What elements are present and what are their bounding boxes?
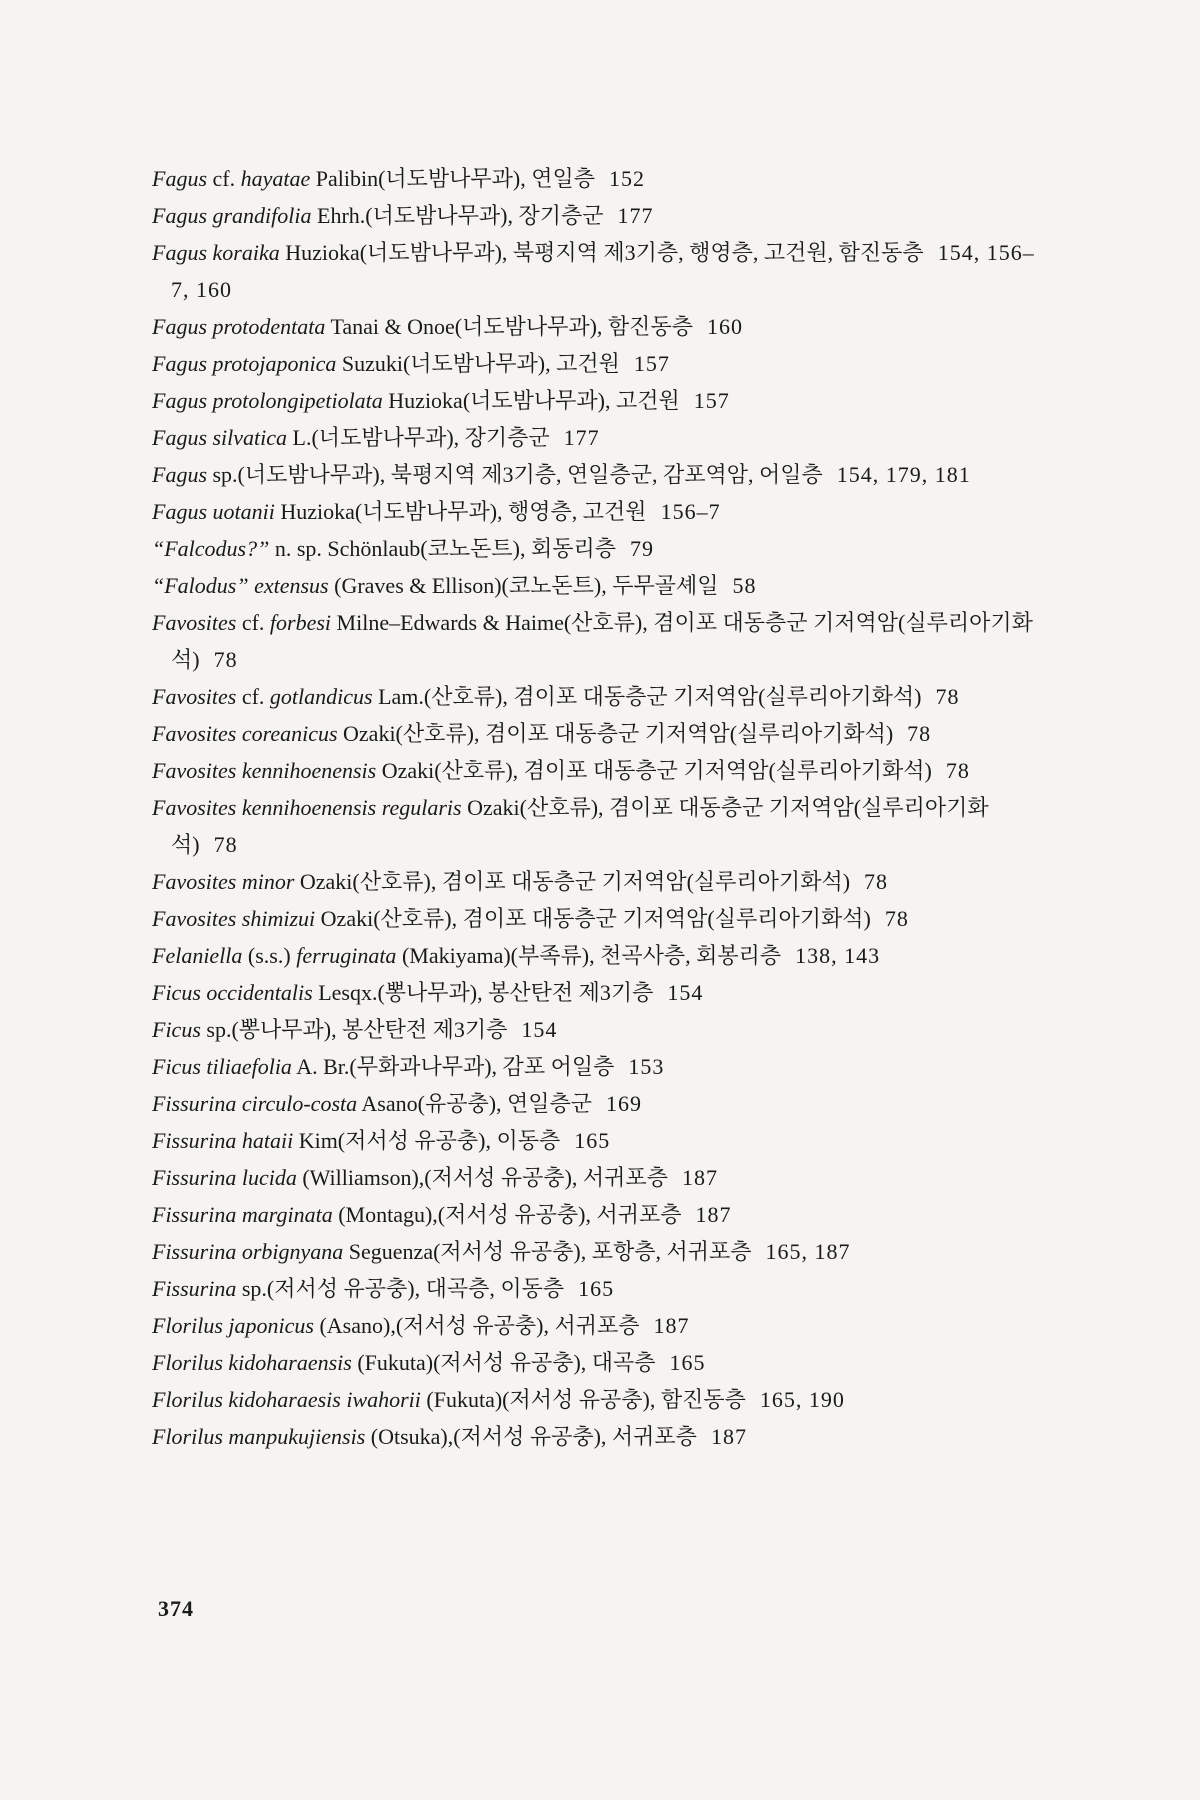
scientific-name: Fagus bbox=[152, 166, 207, 191]
scientific-name: Favosites coreanicus bbox=[152, 721, 338, 746]
scientific-name: Fissurina orbignyana bbox=[152, 1239, 344, 1264]
page-refs: 165, 187 bbox=[765, 1239, 851, 1264]
index-entry bbox=[152, 567, 1052, 604]
entry-text-continued: Milne–Edwards & Haime(산호류), 겸이포 대동층군 기저역암(실루리아기화석) bbox=[171, 610, 1033, 672]
entry-text: Huzioka(너도밤나무과), 북평지역 제3기층, 행영층, 고건원, 함진동층 bbox=[279, 240, 924, 265]
page-refs: 78 bbox=[884, 906, 909, 931]
page-refs: 79 bbox=[629, 536, 654, 561]
scientific-name: Florilus manpukujiensis bbox=[152, 1424, 366, 1449]
entry-text: Lesqx.(뽕나무과), 봉산탄전 제3기층 bbox=[312, 980, 654, 1005]
page-refs: 154 bbox=[521, 1017, 558, 1042]
entry-text: (s.s.) bbox=[242, 943, 297, 968]
entry-text: Ozaki(산호류), 겸이포 대동층군 기저역암(실루리아기화석) bbox=[376, 758, 932, 783]
page-refs: 165 bbox=[578, 1276, 615, 1301]
page-refs: 153 bbox=[628, 1054, 665, 1079]
scientific-name: Fagus silvatica bbox=[152, 425, 288, 450]
entry-text: (Fukuta)(저서성 유공충), 대곡층 bbox=[351, 1350, 656, 1375]
index-entry bbox=[152, 419, 1052, 456]
index-entry bbox=[152, 1159, 1052, 1196]
index-entry bbox=[152, 678, 1052, 715]
index-entry bbox=[152, 308, 1052, 345]
index-entry bbox=[152, 493, 1052, 530]
scientific-name: Fissurina marginata bbox=[152, 1202, 333, 1227]
index-entry bbox=[152, 1381, 1052, 1418]
page-refs: 165 bbox=[669, 1350, 706, 1375]
scientific-name: Favosites minor bbox=[152, 869, 295, 894]
scientific-name: Favosites shimizui bbox=[152, 906, 316, 931]
scientific-name: Favosites kennihoenensis regularis bbox=[152, 795, 462, 820]
page-refs: 157 bbox=[633, 351, 670, 376]
index-entry bbox=[152, 974, 1052, 1011]
page-number: 374 bbox=[158, 1596, 194, 1621]
scientific-name: Florilus kidoharaensis bbox=[152, 1350, 352, 1375]
index-entry bbox=[152, 937, 1052, 974]
scientific-name: Ficus tiliaefolia bbox=[152, 1054, 292, 1079]
entry-text: L.(너도밤나무과), 장기층군 bbox=[287, 425, 550, 450]
index-entry bbox=[152, 1307, 1052, 1344]
page-refs: 177 bbox=[617, 203, 654, 228]
entry-text-continued: Lam.(산호류), 겸이포 대동층군 기저역암(실루리아기화석) bbox=[372, 684, 922, 709]
entry-text: Ozaki(산호류), 겸이포 대동층군 기저역암(실루리아기화석) bbox=[171, 795, 989, 857]
entry-text: Seguenza(저서성 유공충), 포항층, 서귀포층 bbox=[343, 1239, 752, 1264]
scientific-name: Fissurina lucida bbox=[152, 1165, 297, 1190]
page-refs: 187 bbox=[695, 1202, 732, 1227]
index-entry bbox=[152, 530, 1052, 567]
entry-text: Suzuki(너도밤나무과), 고건원 bbox=[336, 351, 620, 376]
index-entry bbox=[152, 234, 1052, 308]
scientific-name-epithet: gotlandicus bbox=[269, 684, 373, 709]
index-entry bbox=[152, 1418, 1052, 1455]
page-refs: 78 bbox=[945, 758, 970, 783]
scientific-name: Fagus uotanii bbox=[152, 499, 275, 524]
entry-text: cf. bbox=[236, 610, 270, 635]
entry-text: (Asano),(저서성 유공충), 서귀포층 bbox=[313, 1313, 640, 1338]
entry-text: (Williamson),(저서성 유공충), 서귀포층 bbox=[296, 1165, 668, 1190]
entry-text: sp.(너도밤나무과), 북평지역 제3기층, 연일층군, 감포역암, 어일층 bbox=[207, 462, 823, 487]
scientific-name: Florilus kidoharaesis iwahorii bbox=[152, 1387, 421, 1412]
entry-text: Asano(유공충), 연일층군 bbox=[357, 1091, 593, 1116]
page-refs: 154 bbox=[667, 980, 704, 1005]
scientific-name: Fissurina hataii bbox=[152, 1128, 294, 1153]
entry-text: (Otsuka),(저서성 유공충), 서귀포층 bbox=[365, 1424, 697, 1449]
scientific-name: Ficus bbox=[152, 1017, 201, 1042]
scientific-name: Favosites bbox=[152, 610, 237, 635]
scientific-name: Fissurina circulo-costa bbox=[152, 1091, 358, 1116]
scientific-name-epithet: hayatae bbox=[240, 166, 311, 191]
scientific-name: Fagus koraika bbox=[152, 240, 280, 265]
entry-text: Tanai & Onoe(너도밤나무과), 함진동층 bbox=[325, 314, 693, 339]
index-entry bbox=[152, 160, 1052, 197]
scientific-name: Fagus grandifolia bbox=[152, 203, 312, 228]
index-entry bbox=[152, 1122, 1052, 1159]
scientific-name-epithet: ferruginata bbox=[296, 943, 397, 968]
index-entry bbox=[152, 1085, 1052, 1122]
entry-text: cf. bbox=[207, 166, 241, 191]
page-refs: 156–7 bbox=[660, 499, 721, 524]
scientific-name: Florilus japonicus bbox=[152, 1313, 314, 1338]
entry-text: n. sp. Schönlaub(코노돈트), 회동리층 bbox=[269, 536, 616, 561]
page-refs: 152 bbox=[609, 166, 646, 191]
index-entry bbox=[152, 1344, 1052, 1381]
index-entry bbox=[152, 752, 1052, 789]
page-refs: 177 bbox=[563, 425, 600, 450]
index-entry bbox=[152, 604, 1052, 678]
index-entry bbox=[152, 1270, 1052, 1307]
entry-text: A. Br.(무화과나무과), 감포 어일층 bbox=[291, 1054, 615, 1079]
page-refs: 154, 156–7, 160 bbox=[171, 240, 1035, 302]
scientific-name: Ficus occidentalis bbox=[152, 980, 313, 1005]
page-refs: 58 bbox=[732, 573, 757, 598]
scientific-name-epithet: forbesi bbox=[269, 610, 332, 635]
page-refs: 160 bbox=[706, 314, 743, 339]
index-entry bbox=[152, 197, 1052, 234]
entry-text: Ehrh.(너도밤나무과), 장기층군 bbox=[311, 203, 604, 228]
entry-text: Ozaki(산호류), 겸이포 대동층군 기저역암(실루리아기화석) bbox=[337, 721, 894, 746]
page-refs: 138, 143 bbox=[795, 943, 881, 968]
page-refs: 157 bbox=[693, 388, 730, 413]
scientific-name: Fissurina bbox=[152, 1276, 237, 1301]
index-entry bbox=[152, 863, 1052, 900]
page-refs: 187 bbox=[681, 1165, 718, 1190]
entry-text-continued: (Makiyama)(부족류), 천곡사층, 회봉리층 bbox=[396, 943, 782, 968]
entry-text: Ozaki(산호류), 겸이포 대동층군 기저역암(실루리아기화석) bbox=[315, 906, 871, 931]
entry-text: (Graves & Ellison)(코노돈트), 두무골셰일 bbox=[328, 573, 719, 598]
entry-text: (Montagu),(저서성 유공충), 서귀포층 bbox=[332, 1202, 682, 1227]
page-refs: 165, 190 bbox=[759, 1387, 845, 1412]
page-refs: 187 bbox=[653, 1313, 690, 1338]
scientific-name: “Falodus” extensus bbox=[152, 573, 329, 598]
scientific-name: Fagus bbox=[152, 462, 207, 487]
entry-text: sp.(뽕나무과), 봉산탄전 제3기층 bbox=[200, 1017, 508, 1042]
entry-text: (Fukuta)(저서성 유공충), 함진동층 bbox=[420, 1387, 746, 1412]
index-list bbox=[152, 160, 1052, 1455]
page-refs: 165 bbox=[574, 1128, 611, 1153]
scientific-name: Favosites kennihoenensis bbox=[152, 758, 377, 783]
index-entry bbox=[152, 715, 1052, 752]
page-refs: 78 bbox=[864, 869, 889, 894]
page-refs: 169 bbox=[606, 1091, 643, 1116]
index-entry bbox=[152, 382, 1052, 419]
index-entry bbox=[152, 1048, 1052, 1085]
index-entry bbox=[152, 1011, 1052, 1048]
index-entry bbox=[152, 1196, 1052, 1233]
page-refs: 78 bbox=[907, 721, 932, 746]
scientific-name: Felaniella bbox=[152, 943, 243, 968]
entry-text: Ozaki(산호류), 겸이포 대동층군 기저역암(실루리아기화석) bbox=[294, 869, 851, 894]
entry-text: Huzioka(너도밤나무과), 행영층, 고건원 bbox=[274, 499, 647, 524]
entry-text: Huzioka(너도밤나무과), 고건원 bbox=[382, 388, 680, 413]
index-entry bbox=[152, 1233, 1052, 1270]
scientific-name: Fagus protodentata bbox=[152, 314, 326, 339]
entry-text: Kim(저서성 유공충), 이동층 bbox=[293, 1128, 561, 1153]
index-entry bbox=[152, 900, 1052, 937]
index-entry bbox=[152, 456, 1052, 493]
index-entry bbox=[152, 789, 1052, 863]
entry-text: cf. bbox=[236, 684, 270, 709]
scientific-name: Fagus protolongipetiolata bbox=[152, 388, 383, 413]
scientific-name: Favosites bbox=[152, 684, 237, 709]
scientific-name: Fagus protojaponica bbox=[152, 351, 337, 376]
index-entry bbox=[152, 345, 1052, 382]
page-refs: 187 bbox=[710, 1424, 747, 1449]
page-refs: 154, 179, 181 bbox=[836, 462, 971, 487]
page-refs: 78 bbox=[935, 684, 960, 709]
page-refs: 78 bbox=[213, 832, 238, 857]
page-refs: 78 bbox=[213, 647, 238, 672]
scientific-name: “Falcodus?” bbox=[152, 536, 270, 561]
entry-text: sp.(저서성 유공충), 대곡층, 이동층 bbox=[236, 1276, 565, 1301]
entry-text-continued: Palibin(너도밤나무과), 연일층 bbox=[310, 166, 596, 191]
